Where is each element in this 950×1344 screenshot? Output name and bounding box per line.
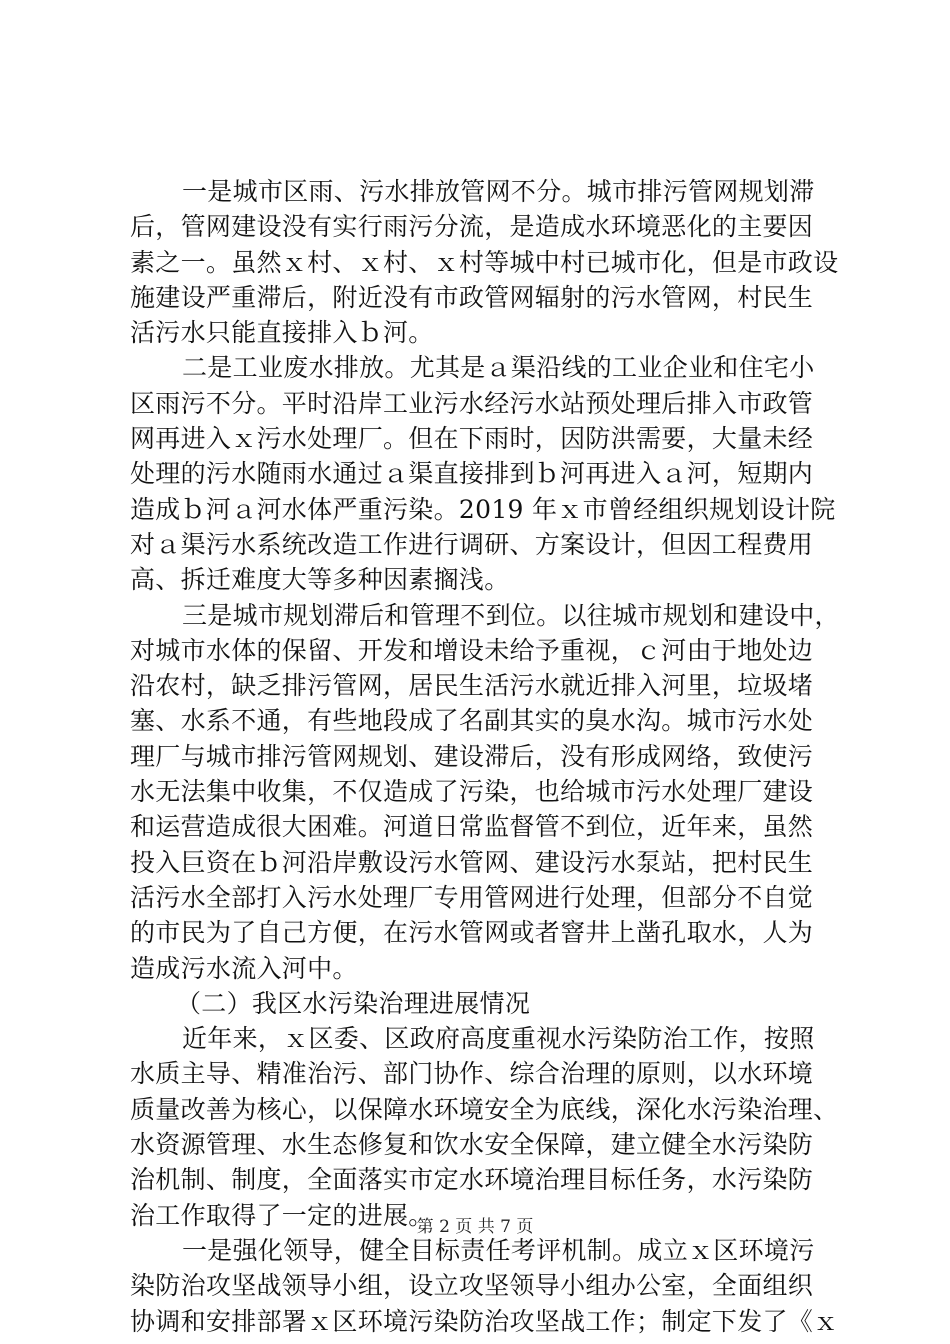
text-line: 染防治攻坚战领导小组，设立攻坚领导小组办公室，全面组织 <box>130 1271 814 1301</box>
text-line: 造成污水流入河中。 <box>130 953 358 983</box>
text-line: 和运营造成很大困难。河道日常监督管不到位，近年来，虽然 <box>130 812 814 842</box>
text-line: 一是强化领导，健全目标责任考评机制。成立ｘ区环境污 <box>182 1235 815 1265</box>
text-line: 处理的污水随雨水通过ａ渠直接排到ｂ河再进入ａ河，短期内 <box>130 459 814 489</box>
document-body <box>130 174 838 1339</box>
text-line: 的市民为了自己方便，在污水管网或者窨井上凿孔取水，人为 <box>130 918 814 948</box>
text-line: 水质主导、精准治污、部门协作、综合治理的原则，以水环境 <box>130 1059 814 1089</box>
text-line: 一是城市区雨、污水排放管网不分。城市排污管网规划滞 <box>182 177 815 206</box>
text-line: 治机制、制度，全面落实市定水环境治理目标任务，水污染防 <box>130 1165 814 1195</box>
text-line: 近年来，ｘ区委、区政府高度重视水污染防治工作，按照 <box>182 1024 815 1054</box>
text-line: 水资源管理、水生态修复和饮水安全保障，建立健全水污染防 <box>130 1130 814 1160</box>
text-line: 协调和安排部署ｘ区环境污染防治攻坚战工作；制定下发了《ｘ <box>130 1306 839 1336</box>
text-line: 素之一。虽然ｘ村、ｘ村、ｘ村等城中村已城市化，但是市政设 <box>130 247 839 277</box>
text-line: 造成ｂ河ａ河水体严重污染。2019 年ｘ市曾经组织规划设计院 <box>130 494 836 524</box>
text-line: 对城市水体的保留、开发和增设未给予重视，ｃ河由于地处边 <box>130 635 814 665</box>
text-line: 高、拆迁难度大等多种因素搁浅。 <box>130 565 510 595</box>
text-line: 塞、水系不通，有些地段成了名副其实的臭水沟。城市污水处 <box>130 706 814 736</box>
text-line: 网再进入ｘ污水处理厂。但在下雨时，因防洪需要，大量未经 <box>130 424 814 454</box>
text-line: 施建设严重滞后，附近没有市政管网辐射的污水管网，村民生 <box>130 282 814 312</box>
text-line: 水无法集中收集，不仅造成了污染，也给城市污水处理厂建设 <box>130 777 814 807</box>
text-line: 治工作取得了一定的进展。 <box>130 1200 434 1230</box>
text-line: 二是工业废水排放。尤其是ａ渠沿线的工业企业和住宅小 <box>182 353 815 383</box>
text-line: 对ａ渠污水系统改造工作进行调研、方案设计，但因工程费用 <box>130 529 814 559</box>
text-line: 三是城市规划滞后和管理不到位。以往城市规划和建设中， <box>182 600 840 630</box>
section-heading: （二）我区水污染治理进展情况 <box>176 988 531 1018</box>
text-line: 后，管网建设没有实行雨污分流，是造成水环境恶化的主要因 <box>130 212 814 242</box>
text-line: 投入巨资在ｂ河沿岸敷设污水管网、建设污水泵站，把村民生 <box>130 847 814 877</box>
text-line: 沿农村，缺乏排污管网，居民生活污水就近排入河里，垃圾堵 <box>130 671 814 701</box>
text-line: 质量改善为核心，以保障水环境安全为底线，深化水污染治理、 <box>130 1094 839 1124</box>
text-line: 区雨污不分。平时沿岸工业污水经污水站预处理后排入市政管 <box>130 388 814 418</box>
page-footer: 第 2 页 共 7 页 <box>416 1217 534 1237</box>
text-line: 活污水只能直接排入ｂ河。 <box>130 318 434 348</box>
text-line: 活污水全部打入污水处理厂专用管网进行处理，但部分不自觉 <box>130 882 814 912</box>
text-line: 理厂与城市排污管网规划、建设滞后，没有形成网络，致使污 <box>130 741 814 771</box>
